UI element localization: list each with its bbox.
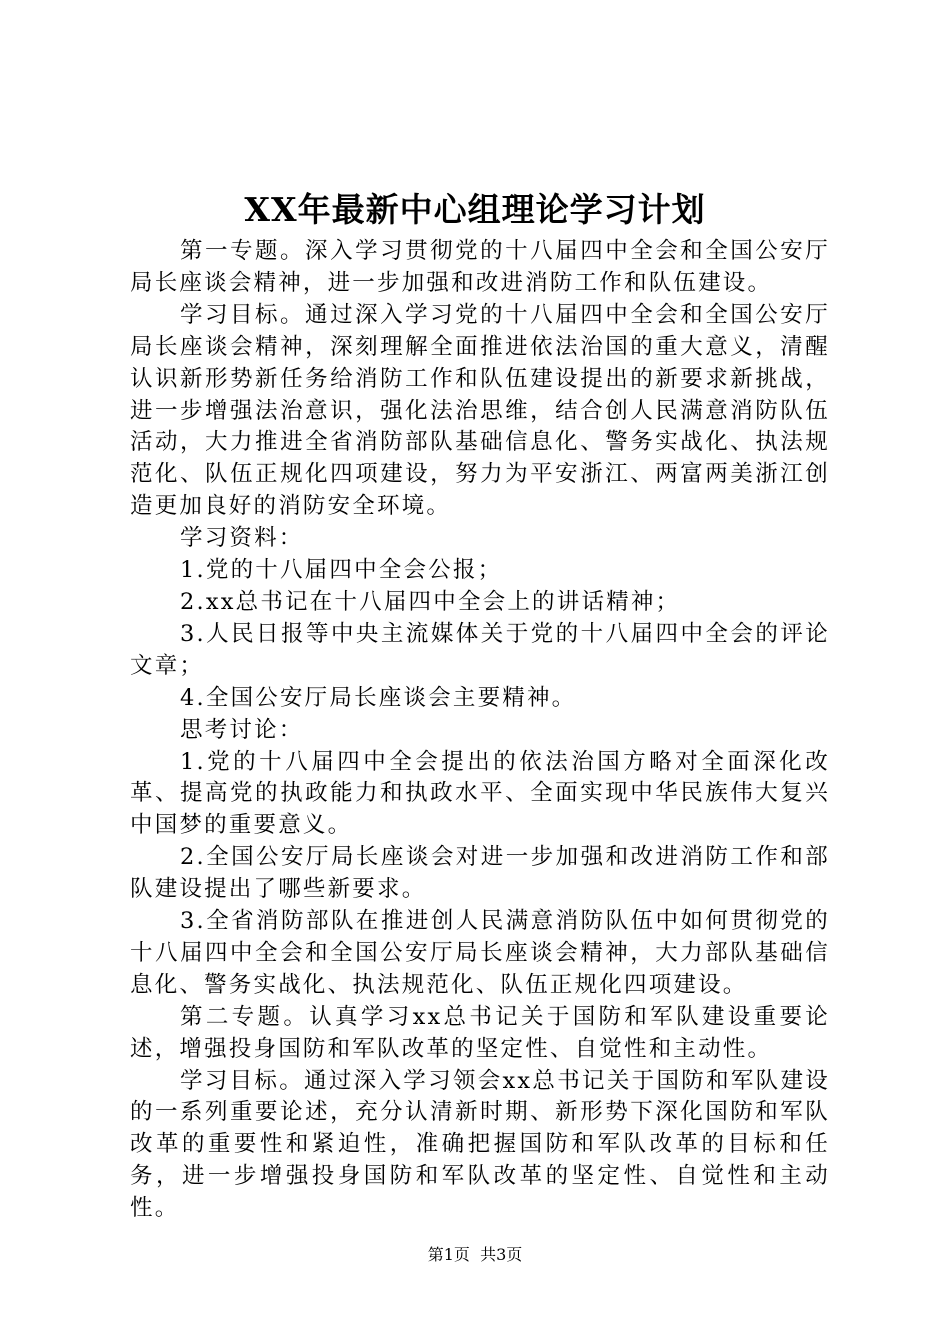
document-body	[130, 236, 830, 1225]
paragraph-material-3: 3.人民日报等中央主流媒体关于党的十八届四中全会的评论文章；	[130, 620, 830, 679]
paragraph-discussion-1: 1.党的十八届四中全会提出的依法治国方略对全面深化改革、提高党的执政能力和执政水平、全面实现中华民族伟大复兴中国梦的重要意义。	[130, 748, 830, 839]
paragraph-topic-1: 第一专题。深入学习贯彻党的十八届四中全会和全国公安厅局长座谈会精神，进一步加强和改进消防工作和队伍建设。	[130, 238, 830, 296]
paragraph-goal-2: 学习目标。通过深入学习领会xx总书记关于国防和军队建设的一系列重要论述，充分认清新时期、新形势下深化国防和军队改革的重要性和紧迫性，准确把握国防和军队改革的目标和任务，进一步增强投身国防和军队改革的坚定性、自觉性和主动性。	[130, 1067, 830, 1222]
paragraph-materials-heading: 学习资料：	[180, 525, 304, 552]
paragraph-material-4: 4.全国公安厅局长座谈会主要精神。	[180, 684, 577, 711]
paragraph-discussion-heading: 思考讨论：	[180, 716, 304, 743]
paragraph-discussion-2: 2.全国公安厅局长座谈会对进一步加强和改进消防工作和部队建设提出了哪些新要求。	[130, 844, 830, 903]
paragraph-discussion-3: 3.全省消防部队在推进创人民满意消防队伍中如何贯彻党的十八届四中全会和全国公安厅局长座谈会精神，大力部队基础信息化、警务实战化、执法规范化、队伍正规化四项建设。	[130, 908, 830, 998]
page-footer: 第1页 共3页	[427, 1245, 523, 1264]
paragraph-topic-2: 第二专题。认真学习xx总书记关于国防和军队建设重要论述，增强投身国防和军队改革的坚定性、自觉性和主动性。	[130, 1003, 830, 1062]
paragraph-material-2: 2.xx总书记在十八届四中全会上的讲话精神；	[180, 588, 681, 615]
paragraph-material-1: 1.党的十八届四中全会公报；	[180, 557, 503, 584]
paragraph-goal-1: 学习目标。通过深入学习党的十八届四中全会和全国公安厅局长座谈会精神，深刻理解全面推进依法治国的重大意义，清醒认识新形势新任务给消防工作和队伍建设提出的新要求新挑战，进一步增强法治意识，强化法治思维，结合创人民满意消防队伍活动，大力推进全省消防部队基础信息化、警务实战化、执法规范化、队伍正规化四项建设，努力为平安浙江、两富两美浙江创造更加良好的消防安全环境。	[130, 301, 830, 520]
document-title: XX年最新中心组理论学习计划	[244, 190, 706, 229]
